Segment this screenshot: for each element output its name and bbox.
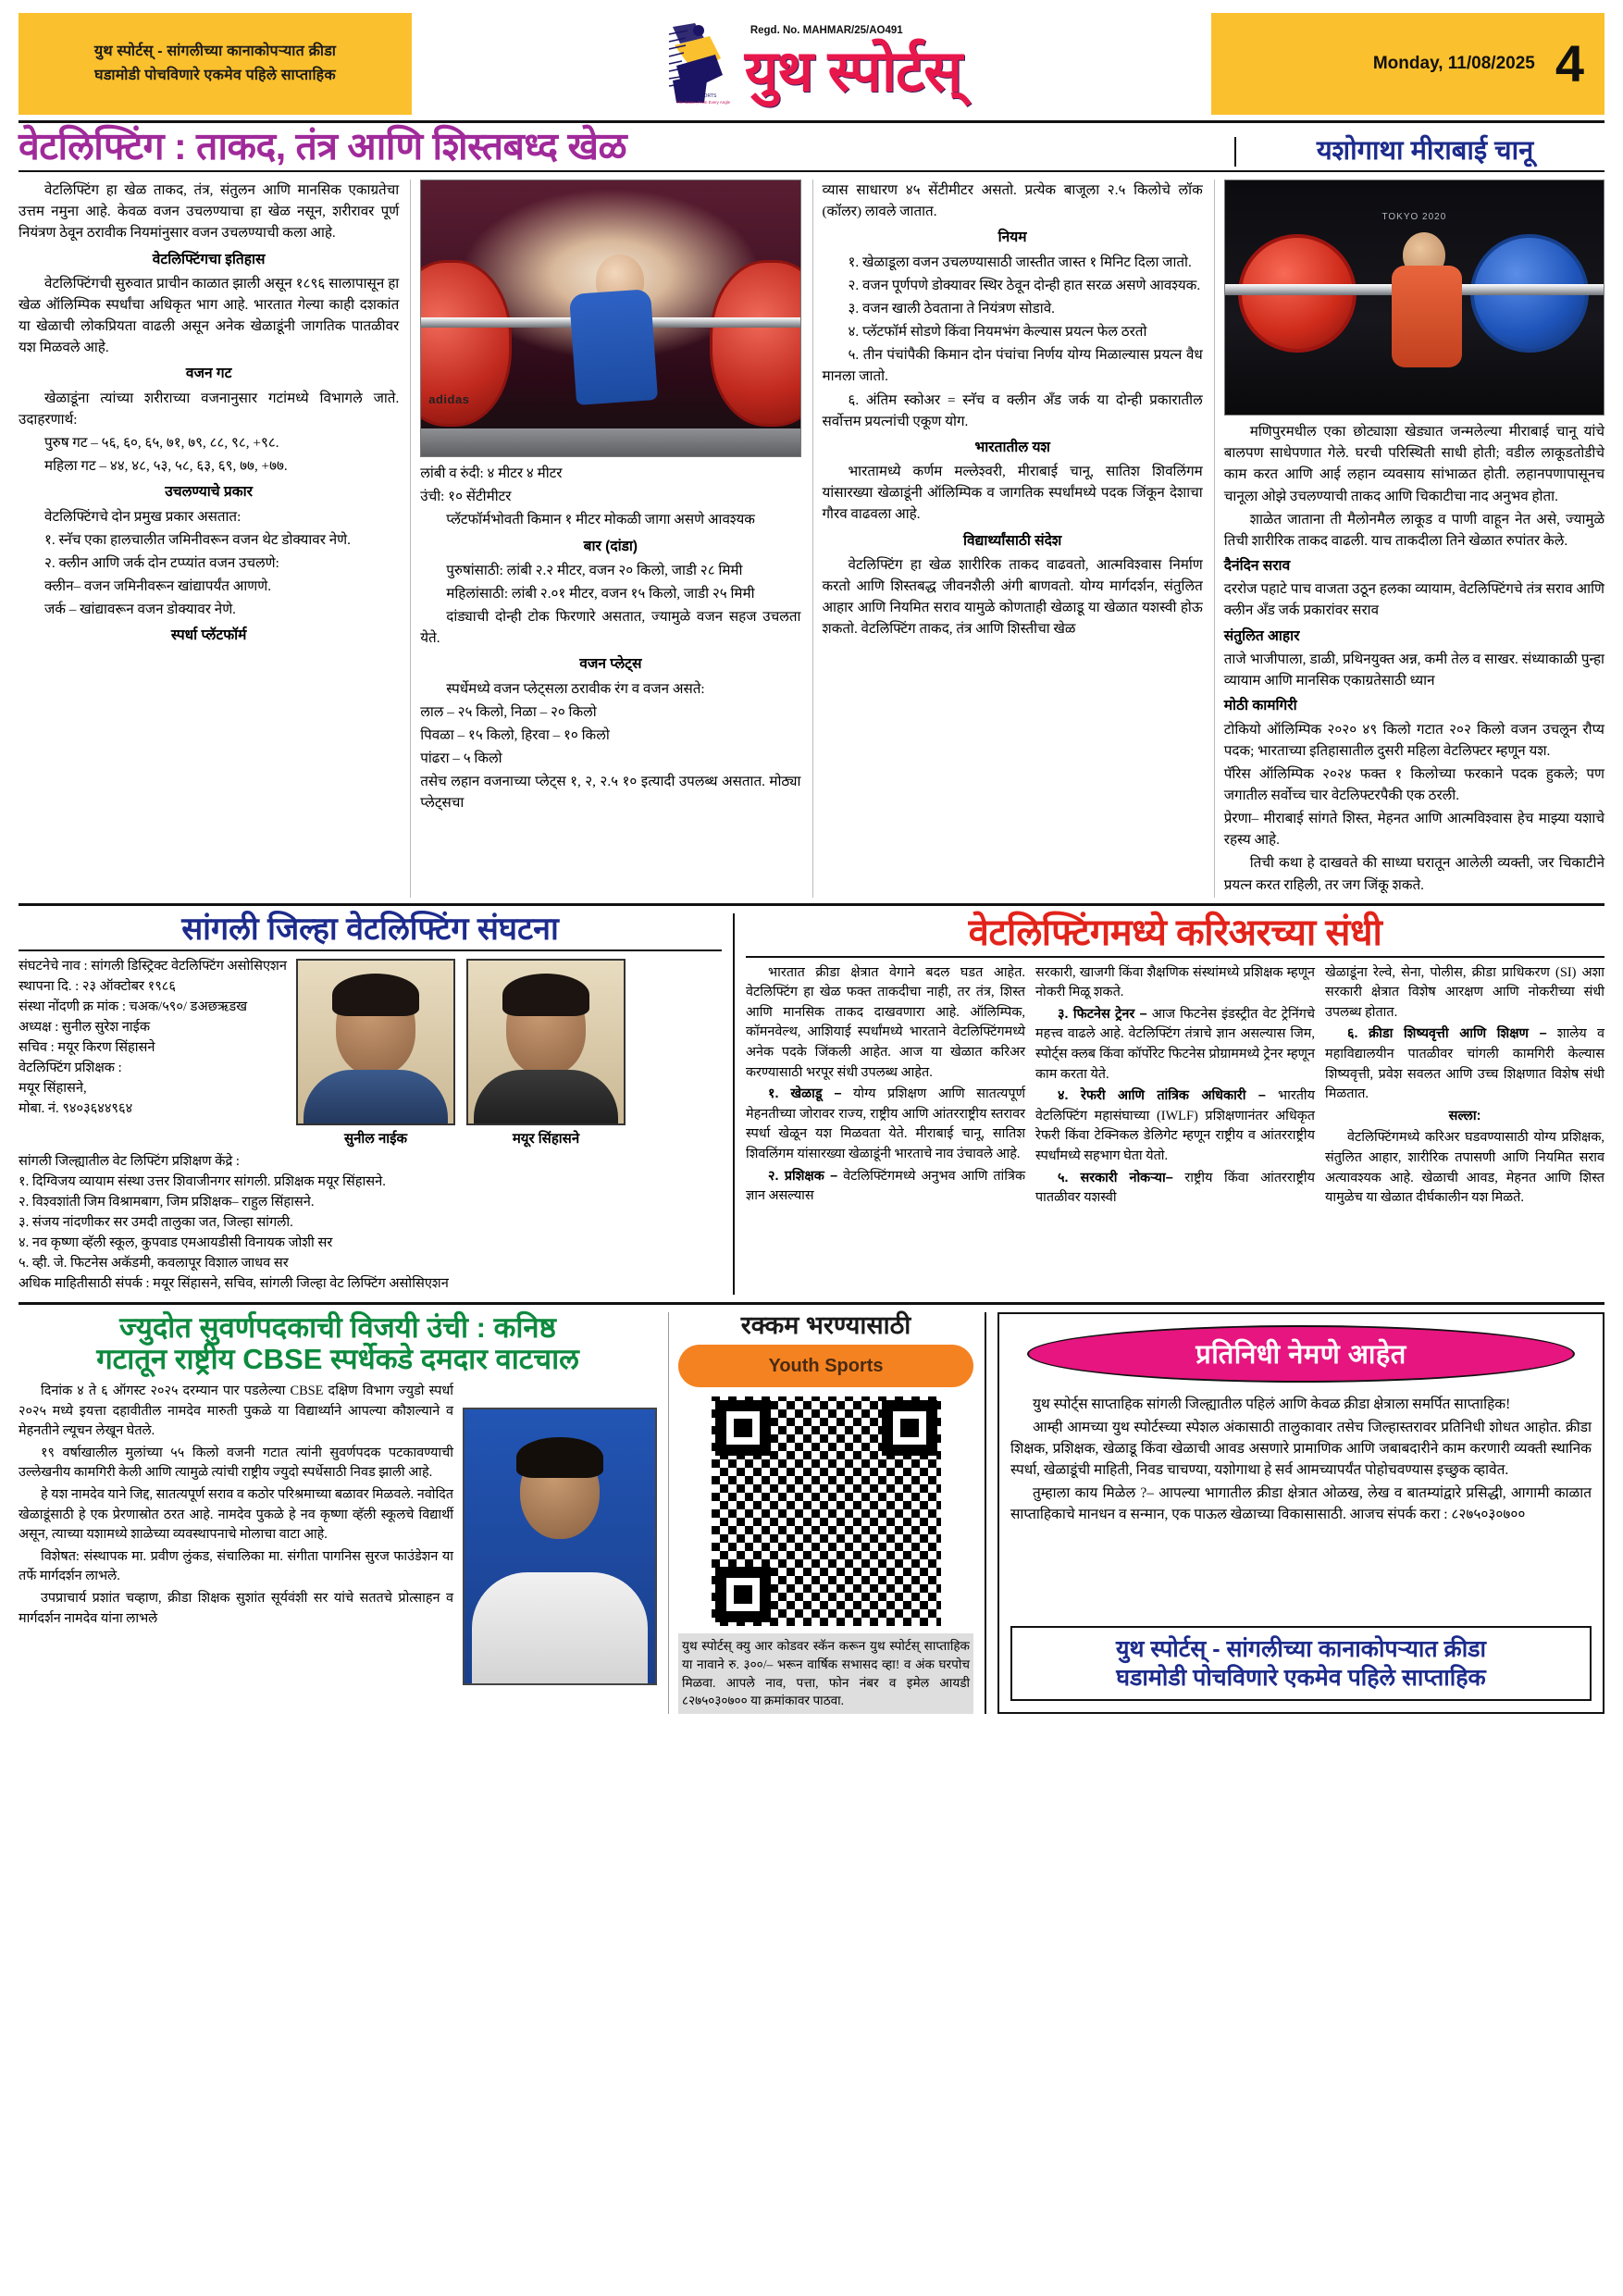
col1-type-2: २. क्लीन आणि जर्क दोन टप्प्यांत वजन उचलणे: — [44, 555, 279, 572]
career-item-4-text: भारतीय वेटलिफ्टिंग महासंघाच्या (IWLF) प्रशिक्षणानंतर अधिकृत रेफरी किंवा टेक्निकल डेलिगेट म्हणून राष्ट्रीय व आंतरराष्ट्रीय स्पर्धांमध्ये सहभाग घेता येतो. — [1035, 1088, 1315, 1164]
centre-item: ३. संजय नांदणीकर सर उमदी तालुका जत, जिल्हा सांगली. — [19, 1214, 293, 1230]
col2-plates-3: पांढरा – ५ किलो — [420, 751, 502, 767]
org-portraits — [296, 957, 626, 1148]
lifting-platform — [421, 428, 799, 456]
judo-p3: हे यश नामदेव याने जिद्द, सातत्यपूर्ण सराव व कठोर परिश्रमाच्या बळावर मिळवले. नवोदित खेळाडूंसाठी हे एक प्रेरणास्रोत ठरत आहे. नामदेव पुकळे हे नव कृष्णा व्हॅली स्कूलचे विद्यार्थी असून, त्याच्या यशामध्ये शाळेच्या व्यवस्थापनाचे मोलाचा वाटा आहे. — [19, 1487, 454, 1543]
col2-plates-2: पिवळा – १५ किलो, हिरवा – १० किलो — [420, 727, 610, 744]
col4-ach-2: पॅरिस ऑलिम्पिक २०२४ फक्त १ किलोच्या फरकाने पदक हुकले; पण जगातील सर्वोच्च चार वेटलिफ्टरपैकी एक ठरली. — [1223, 766, 1604, 804]
org-top-row — [19, 957, 722, 1148]
career-column-1 — [746, 963, 1025, 1210]
career-item-5-text: राष्ट्रीय किंवा आंतरराष्ट्रीय पातळीवर यशस्वी — [1035, 1170, 1315, 1206]
footer-line-1: युथ स्पोर्टस् - सांगलीच्या कानाकोपऱ्यात क्रीडा — [1115, 1636, 1487, 1663]
career-item-3-text: आज फिटनेस इंडस्ट्रीत वेट ट्रेनिंगचे महत्त्व वाढले आहे. वेटलिफ्टिंग तंत्राचे ज्ञान असल्यास जिम, स्पोर्ट्स क्लब किंवा कॉर्पोरेट फिटनेस प्रोग्राममध्ये ट्रेनर म्हणून काम करता येते. — [1035, 1006, 1315, 1082]
footer-line-2: घडामोडी पोचविणारे एकमेव पहिले साप्ताहिक — [1116, 1664, 1486, 1691]
judo-athlete-shirt — [472, 1572, 648, 1683]
col1-heading-weight: वजन गट — [185, 366, 232, 382]
career-item-3 — [1035, 1005, 1315, 1085]
centre-item: ५. व्ही. जे. फिटनेस अकॅडमी, कवलापूर विशाल जाधव सर — [19, 1255, 289, 1271]
subscribe-note: युथ स्पोर्टस् क्यु आर कोडवर स्कॅन करून युथ स्पोर्टस् साप्ताहिक या नावाने रु. ३००/– भरून वार्षिक सभासद व्हा! व अंक घरपोच मिळवा. आपले नाव, पत्ता, फोन नंबर व इमेल आयडी ८२७५०३०७०० या क्रमांकावर पाठवा. — [678, 1633, 973, 1714]
portrait-caption: मयूर सिंहासने — [512, 1131, 580, 1148]
col1-type-1: १. स्नॅच एका हालचालीत जमिनीवरून वजन थेट डोक्यावर नेणे. — [44, 532, 351, 549]
representative-box — [997, 1312, 1604, 1715]
masthead-center — [419, 13, 1204, 115]
col2-bar-men: पुरुषांसाठी: लांबी २.२ मीटर, वजन २० किलो, जाडी २८ मिमी — [446, 563, 743, 579]
publication-title: युथ स्पोर्टस् — [744, 40, 962, 104]
col2-bar-women: महिलांसाठी: लांबी २.०१ मीटर, वजन १५ किलो, जाडी २५ मिमी — [446, 586, 755, 602]
weightlifter-photo — [420, 180, 800, 457]
col4-heading-practice: दैनंदिन सराव — [1223, 557, 1291, 574]
col2-platform-height: उंची: १० सेंटीमीटर — [420, 489, 512, 505]
col3-rule-5: ५. तीन पंचांपैकी किमान दोन पंचांचा निर्णय योग्य मिळाल्यास प्रयत्न वैध मानला जातो. — [822, 347, 1203, 385]
org-secretary: सचिव : मयूर किरण सिंहासने — [19, 1039, 155, 1055]
col3-students: वेटलिफ्टिंग हा खेळ शारीरिक ताकद वाढवतो, आत्मविश्वास निर्माण करतो आणि शिस्तबद्ध जीवनशैली अंगी बाणवतो. योग्य मार्गदर्शन, संतुलित आहार आणि नियमित सराव यामुळे कोणताही खेळाडू या खेळात यशस्वी होऊ शकतो. वेटलिफ्टिंग ताकद, तंत्र आणि शिस्तीचा खेळ — [822, 557, 1203, 638]
col2-bar-note: दांड्याची दोन्ही टोक फिरणारे असतात, ज्यामुळे वजन सहज उचलता येते. — [420, 609, 801, 647]
col2-heading-plates: वजन प्लेट्स — [579, 656, 642, 673]
col3-heading-students: विद्यार्थ्यांसाठी संदेश — [962, 532, 1062, 549]
career-item-1-label: १. खेळाडू – — [768, 1086, 842, 1102]
page-number: 4 — [1555, 33, 1584, 93]
career-intro: भारतात क्रीडा क्षेत्रात वेगाने बदल घडत आहेत. वेटलिफ्टिंग हा खेळ फक्त ताकदीचा नाही, तर तंत्र, शिस्त आणि मानसिक ताकद दाखवणारा आहे. ऑलिम्पिक, कॉमनवेल्थ, आशियाई स्पर्धांमध्ये भारताने वेटलिफ्टिंगमध्ये अनेक पदके जिंकली आहेत. आज या खेळात करिअर करण्यासाठी भरपूर संधी उपलब्ध आहेत. — [746, 964, 1025, 1080]
col3-india: भारतामध्ये कर्णम मल्लेश्वरी, मीराबाई चानू, सातिश शिवलिंगम यांसारख्या खेळाडूंनी ऑलिम्पिक व जागतिक स्पर्धांमध्ये पदक जिंकून देशाचा गौरव वाढवला आहे. — [822, 464, 1203, 523]
career-column-2 — [1035, 963, 1315, 1210]
judo-athlete-photo — [463, 1408, 657, 1685]
mirabai-chanu-photo — [1224, 180, 1604, 416]
issue-date: Monday, 11/08/2025 — [1372, 54, 1535, 73]
side-headline: यशोगाथा मीराबाई चानू — [1234, 137, 1604, 167]
barbell-plate-right — [710, 260, 801, 427]
masthead-tagline-left — [19, 13, 412, 115]
col1-type-2a: क्लीन– वजन जमिनीवरून खांद्यापर्यंत आणणे. — [44, 578, 272, 595]
qr-finder-top-left — [715, 1400, 771, 1456]
middle-band — [19, 906, 1604, 1305]
qr-code-icon[interactable] — [710, 1395, 943, 1628]
rule-thick — [19, 120, 1604, 123]
judo-content — [19, 1382, 657, 1685]
org-coach-mobile: मोबा. नं. ९४०३६४४९६४ — [19, 1100, 133, 1116]
col4-ach-1: टोकियो ऑलिम्पिक २०२० ४९ किलो गटात २०२ किलो वजन उचलून रौप्य पदक; भारताच्या इतिहासातील दुसरी महिला वेटलिफ्टर म्हणून यश. — [1223, 721, 1604, 759]
judo-athlete-hair — [516, 1437, 603, 1478]
career-heading: वेटलिफ्टिंगमध्ये करिअरच्या संधी — [746, 913, 1604, 958]
career-item-5-label: ५. सरकारी नोकऱ्या– — [1058, 1170, 1173, 1185]
portrait-secretary — [466, 959, 626, 1148]
org-details — [19, 957, 287, 1148]
career-item-3-label: ३. फिटनेस ट्रेनर – — [1058, 1006, 1147, 1022]
org-founded: स्थापना दि. : २३ ऑक्टोबर १९८६ — [19, 979, 176, 995]
career-columns — [746, 963, 1604, 1210]
qr-finder-bottom-left — [715, 1567, 771, 1622]
qr-finder-top-right — [882, 1400, 937, 1456]
col2-plates-4: तसेच लहान वजनाच्या प्लेट्स १, २, २.५ १० इत्यादी उपलब्ध असतात. मोठ्या प्लेट्सचा — [420, 774, 801, 812]
bottom-band — [19, 1305, 1604, 1715]
main-headline: वेटलिफ्टिंग : ताकद, तंत्र आणि शिस्तबध्द खेळ — [19, 125, 627, 168]
career-c3-top: खेळाडूंना रेल्वे, सेना, पोलीस, क्रीडा प्राधिकरण (SI) अशा सरकारी क्षेत्रात विशेष आरक्षण आणि नोकरीच्या संधी उपलब्ध होतात. — [1325, 964, 1604, 1020]
portrait-shoulders — [474, 1070, 618, 1123]
representative-body — [1010, 1394, 1592, 1528]
col2-plates-1: लाल – २५ किलो, निळा – २० किलो — [420, 704, 597, 721]
org-contact: अधिक माहितीसाठी संपर्क : मयूर सिंहासने, सचिव, सांगली जिल्हा वेट लिफ्टिंग असोसिएशन — [19, 1275, 449, 1291]
svg-text:The Game, From Every Angle: The Game, From Every Angle — [675, 100, 730, 105]
col3-rule-6: ६. अंतिम स्कोअर = स्नॅच व क्लीन अँड जर्क या दोन्ही प्रकारातील सर्वोत्तम प्रयत्नांची एकूण योग. — [822, 391, 1203, 429]
career-item-6 — [1325, 1024, 1604, 1104]
col3-rule-2: २. वजन पूर्णपणे डोक्यावर स्थिर ठेवून दोन्ही हात सरळ असणे आवश्यक. — [848, 278, 1201, 294]
col2-platform-space: प्लॅटफॉर्मभोवती किमान १ मीटर मोकळी जागा असणे आवश्यक — [446, 512, 755, 528]
col3-rule-4: ४. प्लॅटफॉर्म सोडणे किंवा नियमभंग केल्यास प्रयत्न फेल ठरतो — [848, 324, 1147, 341]
youth-sports-badge: Youth Sports — [678, 1345, 973, 1387]
portrait-image — [466, 959, 626, 1125]
col4-quote: प्रेरणा– मीराबाई सांगते शिस्त, मेहनत आणि आत्मविश्वास हेच माझ्या यशाचे रहस्य आहे. — [1223, 811, 1604, 849]
col4-heading-diet: संतुलित आहार — [1223, 627, 1300, 644]
col1-men-classes: पुरुष गट – ५६, ६०, ६५, ७१, ७९, ८८, ९८, +९८. — [44, 435, 279, 452]
career-section — [733, 913, 1604, 1295]
judo-heading-line-1: ज्युदोत सुवर्णपदकाची विजयी उंची : कनिष्ठ — [119, 1310, 556, 1344]
col4-diet: ताजे भाजीपाला, डाळी, प्रथिनयुक्त अन्न, कमी तेल व साखर. संध्याकाळी पुन्हा व्यायाम आणि मानसिक एकाग्रतेसाठी ध्यान — [1223, 652, 1604, 689]
representative-p1: युथ स्पोर्ट्स साप्ताहिक सांगली जिल्ह्यातील पहिलं आणि केवळ क्रीडा क्षेत्राला समर्पित साप्ताहिक! — [1033, 1396, 1511, 1412]
masthead-title-wrap — [744, 25, 962, 104]
col1-heading-platform: स्पर्धा प्लॅटफॉर्म — [170, 627, 247, 644]
col4-p1: मणिपुरमधील एका छोट्याशा खेड्यात जन्मलेल्या मीराबाई चानू यांचे बालपण साधेपणात गेले. घरची परिस्थिती साधी होती; वडील लाकूडतोडीचे काम करत आणि आई लहान व्यवसाय सांभाळत होती. लहानपणापासूनच चानूला ओझे उचलण्याची ताकद आणि चिकाटीचा नाद अनुभव होता. — [1223, 424, 1604, 504]
col1-intro: वेटलिफ्टिंग हा खेळ ताकद, तंत्र, संतुलन आणि मानसिक एकाग्रतेचा उत्तम नमुना आहे. केवळ वजन उचलण्याचा हा खेळ नसून, शरीरावर पूर्ण नियंत्रण ठेवून ठरावीक नियमांनुसार वजन उचलण्याची कला आहे. — [19, 182, 400, 242]
article-column-2 — [410, 180, 800, 897]
col3-body — [823, 180, 1203, 639]
judo-p4: विशेषत: संस्थापक मा. प्रवीण लुंकड, संचालिका मा. संगीता पागनिस सुरज फाउंडेशन या तर्फे मार्गदर्शन लाभले. — [19, 1548, 453, 1584]
portrait-image — [296, 959, 455, 1125]
tagline-line-2: घडामोडी पोचविणारे एकमेव पहिले साप्ताहिक — [94, 68, 336, 83]
col3-rule-1: १. खेळाडूला वजन उचलण्यासाठी जास्तीत जास्त १ मिनिट दिला जातो. — [848, 254, 1192, 270]
org-coach-label: वेटलिफ्टिंग प्रशिक्षक : — [19, 1060, 122, 1075]
col2-body — [420, 463, 800, 813]
sangli-association-section — [19, 913, 722, 1295]
svg-text:YOUTH SPORTS: YOUTH SPORTS — [679, 93, 717, 99]
col1-heading-types: उचलण्याचे प्रकार — [165, 484, 253, 501]
article-column-3 — [812, 180, 1203, 897]
col4-practice: दररोज पहाटे पाच वाजता उठून हलका व्यायाम, वेटलिफ्टिंगचे तंत्र सराव आणि क्लीन अँड जर्क प्रकारांवर सराव — [1223, 581, 1604, 619]
col4-closing: तिची कथा हे दाखवते की साध्या घरातून आलेली व्यक्ती, जर चिकाटीने प्रयत्न करत राहिली, तर जग जिंकू शकते. — [1223, 855, 1604, 893]
representative-title: प्रतिनिधी नेमणे आहेत — [1027, 1325, 1575, 1383]
photo-event-tag: TOKYO 2020 — [1381, 212, 1447, 223]
footer-tagline — [1010, 1626, 1592, 1701]
col2-platform-dim: लांबी व रुंदी: ४ मीटर ४ मीटर — [420, 465, 563, 482]
lifter-torso — [569, 289, 658, 405]
representative-section — [985, 1312, 1604, 1715]
career-advice-heading: सल्ला: — [1448, 1108, 1481, 1123]
masthead-date-block — [1211, 13, 1604, 115]
col1-body — [19, 180, 399, 647]
col1-women-classes: महिला गट – ४४, ४८, ५३, ५८, ६३, ६९, ७७, +७७. — [44, 458, 288, 475]
headline-row — [19, 126, 1604, 172]
org-name: संघटनेचे नाव : सांगली डिस्ट्रिक्ट वेटलिफ्टिंग असोसिएशन — [19, 959, 287, 974]
article-column-4 — [1214, 180, 1604, 897]
portrait-shoulders — [304, 1070, 448, 1123]
career-item-6-text: शालेय व महाविद्यालयीन पातळीवर चांगली कामगिरी केल्यास शिष्यवृत्ती, प्रवेश सवलत आणि उच्च शिक्षणात विशेष संधी मिळतात. — [1325, 1026, 1604, 1102]
judo-heading — [19, 1312, 657, 1376]
org-heading: सांगली जिल्हा वेटलिफ्टिंग संघटना — [19, 913, 722, 952]
centre-item: १. दिग्विजय व्यायाम संस्था उत्तर शिवाजीनगर सांगली. प्रशिक्षक मयूर सिंहासने. — [19, 1174, 386, 1190]
col4-heading-achievement: मोठी कामगिरी — [1223, 698, 1297, 714]
career-c2-top: सरकारी, खाजगी किंवा शैक्षणिक संस्थांमध्ये प्रशिक्षक म्हणून नोकरी मिळू शकते. — [1035, 964, 1315, 1000]
judo-p1: दिनांक ४ ते ६ ऑगस्ट २०२५ दरम्यान पार पडलेल्या CBSE दक्षिण विभाग ज्युडो स्पर्धा २०२५ मध्ये इयत्ता दहावीतील नामदेव मारुती पुकळे या विद्यार्थ्याने आपल्या कौशल्याने व मेहनतीने ल्यूचन लेखून घेतले. — [19, 1383, 453, 1439]
career-item-1 — [746, 1085, 1025, 1164]
col2-heading-bar: बार (दांडा) — [583, 538, 638, 554]
col1-weight-intro: खेळाडूंना त्यांच्या शरीराच्या वजनानुसार गटांमध्ये विभागले जाते. उदाहरणार्थ: — [19, 391, 400, 428]
sponsor-logo-icon: adidas — [428, 392, 470, 407]
judo-p2: १९ वर्षाखालील मुलांच्या ५५ किलो वजनी गटात त्यांनी सुवर्णपदक पटकावण्याची उल्लेखनीय कामगिरी केली आणि त्यामुळे त्यांची राष्ट्रीय ज्युदो स्पर्धेसाठी निवड झाली आहे. — [19, 1445, 453, 1481]
career-column-3 — [1325, 963, 1604, 1210]
col1-type-2b: जर्क – खांद्यावरून वजन डोक्यावर नेणे. — [44, 602, 236, 618]
career-item-2 — [746, 1167, 1025, 1207]
col4-p2: शाळेत जाताना ती मैलोनमैल लाकूड व पाणी वाहून नेत असे, ज्यामुळे तिची शारीरिक ताकद वाढली. याच ताकदीला तिने खेळात रुपांतर केले. — [1223, 511, 1604, 549]
chanu-torso — [1392, 266, 1462, 367]
career-item-5 — [1035, 1169, 1315, 1209]
col2-plates-intro: स्पर्धेमध्ये वजन प्लेट्सला ठरावीक रंग व वजन असते: — [446, 681, 705, 698]
career-item-1-text: योग्य प्रशिक्षण आणि सातत्यपूर्ण मेहनतीच्या जोरावर राज्य, राष्ट्रीय आणि आंतरराष्ट्रीय स्तरावर स्पर्धा खेळून यश मिळवता येते. मीराबाई चानू, सातिश शिवलिंगम यांसारख्या खेळाडूंनी भारताचे नाव उंचावले आहे. — [746, 1086, 1025, 1162]
col3-heading-india: भारतातील यश — [974, 439, 1050, 455]
subscribe-section — [668, 1312, 973, 1715]
top-article — [19, 180, 1604, 905]
tagline-line-1: युथ स्पोर्टस् - सांगलीच्या कानाकोपऱ्यात क्रीडा — [93, 43, 337, 59]
running-athlete-icon — [662, 18, 739, 110]
org-coach-name: मयूर सिंहासने, — [19, 1080, 87, 1096]
judo-text — [19, 1382, 453, 1685]
article-column-1 — [19, 180, 399, 897]
col3-heading-rules: नियम — [997, 230, 1027, 246]
judo-section — [19, 1312, 657, 1715]
judo-heading-line-2: गटातून राष्ट्रीय CBSE स्पर्धेकडे दमदार वाटचाल — [96, 1343, 579, 1376]
col1-types-intro: वेटलिफ्टिंगचे दोन प्रमुख प्रकार असतात: — [44, 508, 242, 525]
org-centres — [19, 1152, 722, 1294]
portrait-president — [296, 959, 455, 1148]
career-item-2-label: २. प्रशिक्षक – — [768, 1168, 838, 1184]
org-president: अध्यक्ष : सुनील सुरेश नाईक — [19, 1019, 151, 1035]
career-item-4 — [1035, 1086, 1315, 1166]
masthead — [19, 13, 1604, 115]
subscribe-heading: रक्कम भरण्यासाठी — [740, 1310, 911, 1339]
representative-p3: तुम्हाला काय मिळेल ?– आपल्या भागातील क्रीडा क्षेत्रात ओळख, लेख व बातम्यांद्वारे प्रसिद्धी, आगामी काळात साप्ताहिकाचे मानधन व सन्मान, एक पाऊल खेळाच्या विकासासाठी. आजच संपर्क करा : ८२७५०३०७०० — [1010, 1484, 1592, 1523]
representative-p2: आम्ही आमच्या युथ स्पोर्टस्च्या स्पेशल अंकासाठी तालुकावार तसेच जिल्हास्तरावर प्रतिनिधी शोधत आहोत. क्रीडा शिक्षक, प्रशिक्षक, खेळाडू किंवा खेळाची आवड असणारे प्रामाणिक आणि जबाबदारीने काम करणारी व्यक्ती स्थानिक स्पर्धा, खेळाडूंची माहिती, निवड चाचण्या, यशोगाथा हे सर्व आमच्यापर्यंत पोहोचवण्यास इच्छुक व्हावेत. — [1010, 1419, 1592, 1478]
col1-history: वेटलिफ्टिंगची सुरुवात प्राचीन काळात झाली असून १८९६ सालापासून हा खेळ ऑलिम्पिक स्पर्धांचा अधिकृत भाग आहे. भारतात गेल्या काही दशकांत या खेळाची लोकप्रियता वाढली असून अनेक खेळाडूंनी जागतिक पातळीवर यश मिळवले आहे. — [19, 276, 400, 356]
col3-rule-3: ३. वजन खाली ठेवताना ते नियंत्रण सोडावे. — [848, 301, 1055, 317]
career-item-2-text: वेटलिफ्टिंगमध्ये अनुभव आणि तांत्रिक ज्ञान असल्यास — [746, 1168, 1025, 1204]
col3-diameter: व्यास साधारण ४५ सेंटीमीटर असतो. प्रत्येक बाजूला २.५ किलोचे लॉक (कॉलर) लावले जातात. — [822, 182, 1203, 220]
registration-number: Regd. No. MAHMAR/25/AO491 — [750, 25, 903, 36]
career-advice: वेटलिफ्टिंगमध्ये करिअर घडवण्यासाठी योग्य प्रशिक्षक, संतुलित आहार, शारीरिक तपासणी आणि नियमित सराव अत्यावश्यक आहे. खेळाची आवड, मेहनत आणि शिस्त यामुळेच या खेळात दीर्घकालीन यश मिळते. — [1325, 1130, 1604, 1206]
org-registration: संस्था नोंदणी क्र मांक : चअक/५९०/ डअछऋडख — [19, 999, 248, 1015]
judo-p5: उपप्राचार्य प्रशांत चव्हाण, क्रीडा शिक्षक सुशांत सूर्यवंशी सर यांचे सततचे प्रोत्साहन व मार्गदर्शन नामदेव यांना लाभले — [19, 1591, 453, 1626]
col4-body — [1224, 421, 1604, 895]
centre-item: २. विश्वशांती जिम विश्रामबाग, जिम प्रशिक्षक– राहुल सिंहासने. — [19, 1195, 315, 1210]
centre-item: ४. नव कृष्णा व्हॅली स्कूल, कुपवाड एमआयडीसी विनायक जोशी सर — [19, 1235, 333, 1250]
portrait-hair — [502, 974, 589, 1016]
col1-heading-history: वेटलिफ्टिंगचा इतिहास — [152, 251, 266, 267]
career-item-4-label: ४. रेफरी आणि तांत्रिक अधिकारी – — [1058, 1088, 1266, 1104]
career-item-6-label: ६. क्रीडा शिष्यवृत्ती आणि शिक्षण – — [1347, 1026, 1547, 1042]
centres-heading: सांगली जिल्ह्यातील वेट लिफ्टिंग प्रशिक्षण केंद्रे : — [19, 1154, 240, 1170]
portrait-caption: सुनील नाईक — [343, 1131, 408, 1148]
portrait-hair — [332, 974, 419, 1016]
